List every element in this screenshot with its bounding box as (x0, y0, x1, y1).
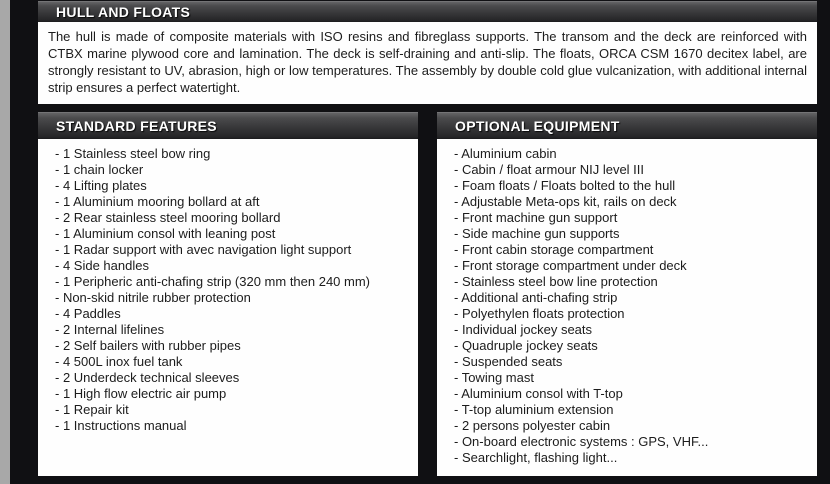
optional-equipment-panel (437, 139, 817, 476)
list-item: - 4 500L inox fuel tank (55, 354, 183, 369)
list-item: - 2 Underdeck technical sleeves (55, 370, 240, 385)
list-item: - 2 Self bailers with rubber pipes (55, 338, 241, 353)
list-item: - Front cabin storage compartment (454, 242, 654, 257)
list-item: - 1 Repair kit (55, 402, 129, 417)
list-item: - Front storage compartment under deck (454, 258, 687, 273)
list-item: - 2 Internal lifelines (55, 322, 165, 337)
list-item: - 1 Stainless steel bow ring (55, 146, 211, 161)
list-item: - Cabin / float armour NIJ level III (454, 162, 645, 177)
optional-equipment-title: OPTIONAL EQUIPMENT (455, 118, 620, 134)
list-item: - 4 Lifting plates (55, 178, 147, 193)
list-item: - T-top aluminium extension (454, 402, 614, 417)
list-item: - Suspended seats (454, 354, 563, 369)
list-item: - Additional anti-chafing strip (454, 290, 618, 305)
list-item: - Polyethylen floats protection (454, 306, 625, 321)
list-item: - 1 chain locker (55, 162, 144, 177)
list-item: - 4 Paddles (55, 306, 121, 321)
list-item: - 1 High flow electric air pump (55, 386, 227, 401)
list-item: - Foam floats / Floats bolted to the hull (454, 178, 676, 193)
list-item: - 1 Peripheric anti-chafing strip (320 mm then 240 mm) (55, 274, 371, 289)
list-item: - Searchlight, flashing light... (454, 450, 618, 465)
list-item: - 4 Side handles (55, 258, 149, 273)
list-item: - Aluminium consol with T-top (454, 386, 623, 401)
list-item: - Adjustable Meta-ops kit, rails on deck (454, 194, 677, 209)
hull-and-floats-title: HULL AND FLOATS (56, 4, 191, 20)
list-item: - 1 Aluminium consol with leaning post (55, 226, 276, 241)
list-item: - Individual jockey seats (454, 322, 593, 337)
standard-features-header (38, 112, 418, 139)
hull-and-floats-header (38, 1, 817, 22)
list-item: - 2 Rear stainless steel mooring bollard (55, 210, 281, 225)
hull-and-floats-panel (38, 22, 817, 104)
list-item: - 1 Radar support with avec navigation light support (55, 242, 352, 257)
hull-and-floats-paragraph: The hull is made of composite materials with ISO resins and fibreglass supports. The transom and the deck are reinforced with CTBX marine plywood core and lamination. The deck is self-draining and anti-slip. The floats, ORCA CSM 1670 decitex label, are strongly resistant to UV, abrasion, high or low temperatures. The assembly by double cold glue vulcanization, with additional internal strip ensures a perfect watertight. (48, 29, 807, 95)
standard-features-title: STANDARD FEATURES (56, 118, 217, 134)
list-item: - 1 Aluminium mooring bollard at aft (55, 194, 260, 209)
list-item: - Quadruple jockey seats (454, 338, 598, 353)
list-item: - Stainless steel bow line protection (454, 274, 658, 289)
list-item: - 1 Instructions manual (55, 418, 187, 433)
list-item: - 2 persons polyester cabin (454, 418, 611, 433)
list-item: - Non-skid nitrile rubber protection (55, 290, 251, 305)
optional-equipment-header (437, 112, 817, 139)
list-item: - Towing mast (454, 370, 534, 385)
list-item: - Aluminium cabin (454, 146, 557, 161)
list-item: - Side machine gun supports (454, 226, 620, 241)
list-item: - On-board electronic systems : GPS, VHF... (454, 434, 709, 449)
list-item: - Front machine gun support (454, 210, 618, 225)
standard-features-panel (38, 139, 418, 476)
left-gray-strip (0, 0, 10, 484)
